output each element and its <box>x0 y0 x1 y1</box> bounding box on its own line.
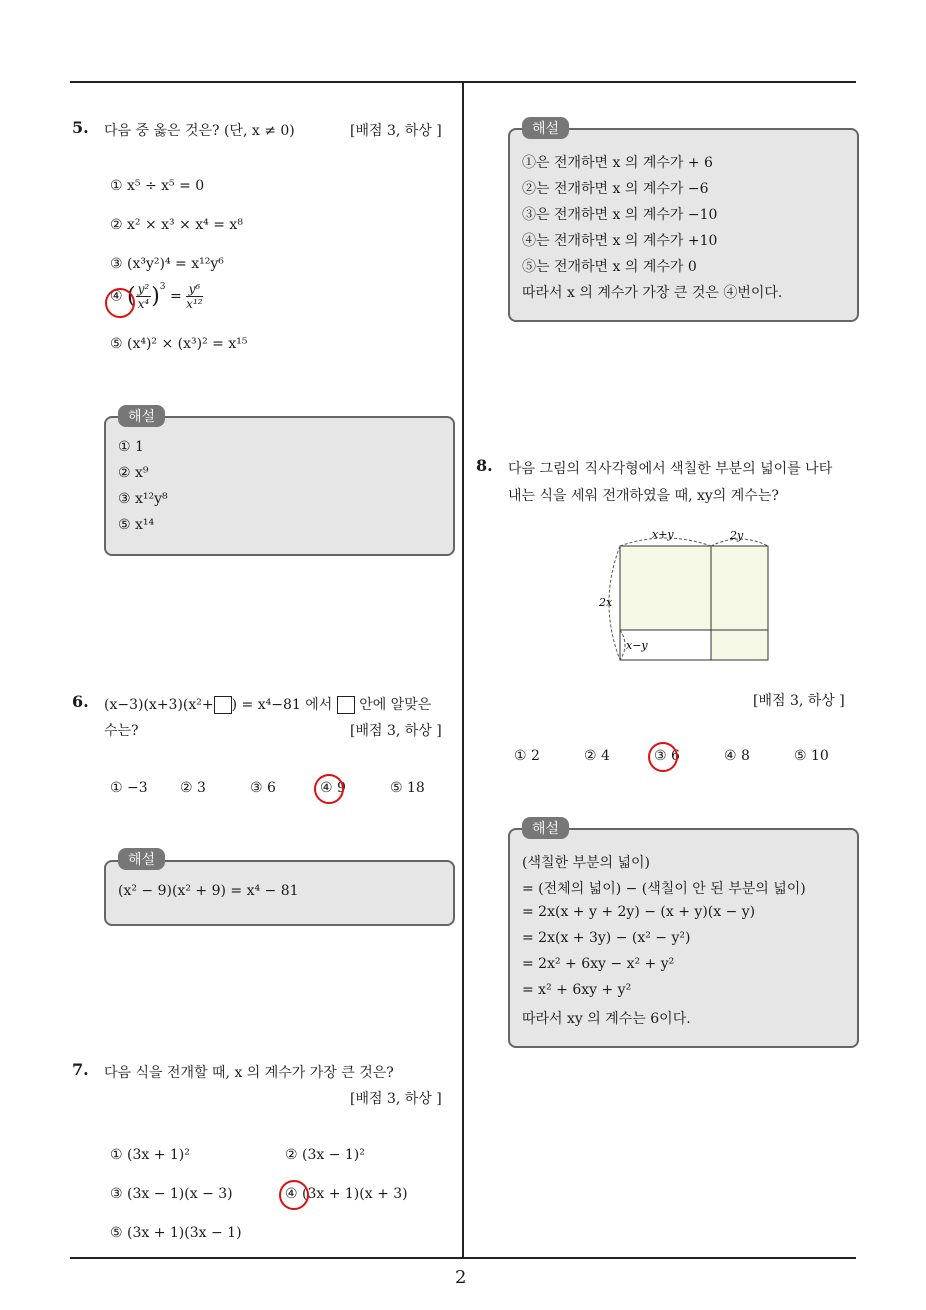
solution-line: ①은 전개하면 x 의 계수가 + 6 <box>522 155 713 171</box>
solution-line: ① 1 <box>118 439 144 455</box>
question-number: 5. <box>72 118 89 137</box>
solution-line: 따라서 xy 의 계수는 6이다. <box>522 1011 691 1027</box>
choice-1[interactable]: ① x⁵ ÷ x⁵ = 0 <box>110 178 205 194</box>
solution-line: = x² + 6xy + y² <box>522 982 632 998</box>
question-number: 6. <box>72 692 89 711</box>
choice-5[interactable]: ⑤ (3x + 1)(3x − 1) <box>110 1225 242 1241</box>
score-label: [배점 3, 하상 ] <box>350 1091 442 1107</box>
solution-line: ③은 전개하면 x 의 계수가 −10 <box>522 207 718 223</box>
solution-line: ④는 전개하면 x 의 계수가 +10 <box>522 233 718 249</box>
question-stem-line2: 수는? <box>104 723 139 739</box>
label-2x: 2x <box>599 596 613 609</box>
solution-tag: 해설 <box>118 848 165 870</box>
solution-line: 따라서 x 의 계수가 가장 큰 것은 ④번이다. <box>522 285 783 301</box>
label-x-minus-y: x−y <box>626 639 648 652</box>
solution-box <box>104 416 455 556</box>
answer-marker <box>105 288 135 318</box>
choice-1[interactable]: ① (3x + 1)² <box>110 1147 190 1163</box>
question-stem: 다음 식을 전개할 때, x 의 계수가 가장 큰 것은? <box>104 1065 394 1081</box>
rectangle-figure <box>590 520 780 665</box>
choice-3[interactable]: ③ 6 <box>250 780 276 796</box>
score-label: [배점 3, 하상 ] <box>350 123 442 139</box>
choice-4-label: ④ <box>110 288 123 305</box>
label-2y: 2y <box>730 529 744 542</box>
question-number: 8. <box>476 456 493 475</box>
choice-3[interactable]: ③ 6 <box>654 748 680 764</box>
choice-5[interactable]: ⑤ 10 <box>794 748 829 764</box>
solution-line: (x² − 9)(x² + 9) = x⁴ − 81 <box>118 883 299 899</box>
choice-2[interactable]: ② 3 <box>180 780 206 796</box>
solution-tag: 해설 <box>118 405 165 427</box>
solution-tag: 해설 <box>522 117 569 139</box>
label-x-plus-y: x+y <box>652 528 674 541</box>
answer-marker <box>648 742 678 772</box>
blank-box <box>214 696 232 714</box>
choice-2[interactable]: ② (3x − 1)² <box>285 1147 365 1163</box>
answer-marker <box>279 1180 309 1210</box>
solution-line: ②는 전개하면 x 의 계수가 −6 <box>522 181 709 197</box>
solution-line: ② x⁹ <box>118 465 149 481</box>
solution-line: = (전체의 넓이) − (색칠이 안 된 부분의 넓이) <box>522 881 806 897</box>
solution-line: ⑤는 전개하면 x 의 계수가 0 <box>522 259 697 275</box>
question-stem: (x−3)(x+3)(x²+ ) = x⁴−81 에서 안에 알맞은 <box>104 697 432 713</box>
question-stem-line2: 내는 식을 세워 전개하였을 때, xy의 계수는? <box>508 488 779 504</box>
score-label: [배점 3, 하상 ] <box>753 693 845 709</box>
solution-tag: 해설 <box>522 817 569 839</box>
bottom-rule <box>70 1257 856 1259</box>
answer-marker <box>314 774 344 804</box>
choice-4-left-fraction: $\frac{\text{y²}}{\text{x⁴}}$ <box>137 282 150 311</box>
solution-line: ⑤ x¹⁴ <box>118 517 155 533</box>
choice-1[interactable]: ① 2 <box>514 748 540 764</box>
choice-4[interactable]: ④ ( $\frac{\text{y²}}{\text{x⁴}}$ )$^3$ = $\frac{\text{y⁶}}{\text{x¹²}}$ <box>110 282 203 311</box>
question-stem: 다음 그림의 직사각형에서 색칠한 부분의 넓이를 나타 <box>508 461 833 477</box>
blank-box <box>337 696 355 714</box>
solution-line: = 2x(x + y + 2y) − (x + y)(x − y) <box>522 904 756 920</box>
choice-5[interactable]: ⑤ (x⁴)² × (x³)² = x¹⁵ <box>110 336 248 352</box>
choice-3[interactable]: ③ (x³y²)⁴ = x¹²y⁶ <box>110 256 224 272</box>
question-number: 7. <box>72 1060 89 1079</box>
solution-line: (색칠한 부분의 넓이) <box>522 855 651 871</box>
solution-line: = 2x(x + 3y) − (x² − y²) <box>522 930 691 946</box>
score-label: [배점 3, 하상 ] <box>350 723 442 739</box>
question-stem: 다음 중 옳은 것은? (단, x ≠ 0) <box>104 123 295 139</box>
choice-4[interactable]: ④ 8 <box>724 748 750 764</box>
choice-3[interactable]: ③ (3x − 1)(x − 3) <box>110 1186 233 1202</box>
choice-5[interactable]: ⑤ 18 <box>390 780 425 796</box>
choice-2[interactable]: ② x² × x³ × x⁴ = x⁸ <box>110 217 243 233</box>
choice-4[interactable]: ④ 9 <box>320 780 346 796</box>
solution-line: = 2x² + 6xy − x² + y² <box>522 956 675 972</box>
choice-4[interactable]: ④ (3x + 1)(x + 3) <box>285 1186 408 1202</box>
column-divider <box>462 82 464 1258</box>
page-number: 2 <box>455 1267 467 1288</box>
choice-4-right-fraction: $\frac{\text{y⁶}}{\text{x¹²}}$ <box>186 282 203 311</box>
choice-2[interactable]: ② 4 <box>584 748 610 764</box>
solution-line: ③ x¹²y⁸ <box>118 491 168 507</box>
choice-1[interactable]: ① −3 <box>110 780 148 796</box>
